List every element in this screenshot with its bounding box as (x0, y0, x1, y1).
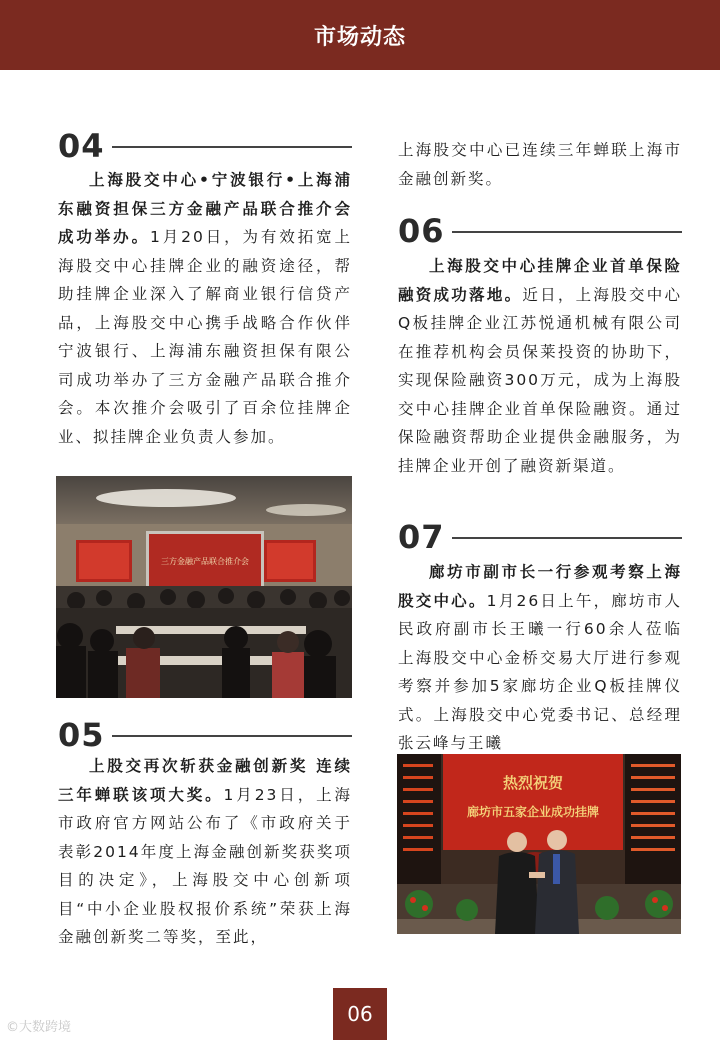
section-04-body: 1月20日，为有效拓宽上海股交中心挂牌企业的融资途径，帮助挂牌企业深入了解商业银行信贷产品，上海股交中心携手战略合作伙伴宁波银行、上海浦东融资担保有限公司成功举办了三方金融产品联合推介会。本次推介会吸引了百余位挂牌企业、拟挂牌企业负责人参加。 (58, 228, 352, 446)
section-07-paragraph (398, 558, 682, 758)
listing-ceremony-photo (397, 754, 681, 934)
section-04-rule (112, 146, 352, 148)
ceremony-banner-line2: 廊坊市五家企业成功挂牌 (466, 805, 600, 819)
section-07-number: 07 (398, 518, 445, 556)
section-04-lead: 上海股交中心•宁波银行•上海浦东融资担保三方金融产品联合推介会成功举办。 (58, 171, 352, 246)
section-05-continuation: 上海股交中心已连续三年蝉联上海市金融创新奖。 (398, 141, 682, 188)
section-06-rule (452, 231, 682, 233)
section-06-lead: 上海股交中心挂牌企业首单保险融资成功落地。 (398, 257, 682, 304)
section-06-number: 06 (398, 212, 445, 250)
ceremony-banner-line1: 热烈祝贺 (502, 774, 564, 792)
watermark-text: 大数跨境 (19, 1020, 72, 1035)
page-number: 06 (347, 1002, 373, 1026)
conference-banner-text: 三方金融产品联合推介会 (161, 557, 249, 566)
section-05-number: 05 (58, 716, 105, 754)
section-06-body: 近日，上海股交中心Q板挂牌企业江苏悦通机械有限公司在推荐机构会员保莱投资的协助下，实现保险融资300万元，成为上海股交中心挂牌企业首单保险融资。通过保险融资帮助企业提供金融服务，为挂牌企业开创了融资新渠道。 (398, 285, 682, 475)
conference-photo (56, 476, 352, 698)
section-06-paragraph (398, 252, 682, 480)
section-05-body: 1月23日，上海市政府官方网站公布了《市政府关于表彰2014年度上海金融创新奖获奖项目的决定》，上海股交中心创新项目“中小企业股权报价系统”荣获上海金融创新奖二等奖，至此， (58, 785, 352, 946)
section-04-number: 04 (58, 127, 105, 165)
page-header (0, 0, 720, 70)
page-number-box (333, 988, 387, 1040)
page-title: 市场动态 (313, 24, 406, 50)
section-05-lead: 上股交再次斩获金融创新奖 连续三年蝉联该项大奖。 (58, 757, 352, 804)
section-07-rule (452, 537, 682, 539)
section-07-body: 1月26日上午，廊坊市人民政府副市长王曦一行60余人莅临上海股交中心金桥交易大厅进行参观考察并参加5家廊坊企业Q板挂牌仪式。上海股交中心党委书记、总经理张云峰与王曦 (398, 591, 682, 752)
watermark: ©大数跨境 (6, 1020, 72, 1035)
section-05-rule (112, 735, 352, 737)
section-04-paragraph (58, 166, 352, 451)
section-07-lead: 廊坊市副市长一行参观考察上海股交中心。 (398, 563, 682, 610)
section-05-paragraph (58, 752, 352, 952)
